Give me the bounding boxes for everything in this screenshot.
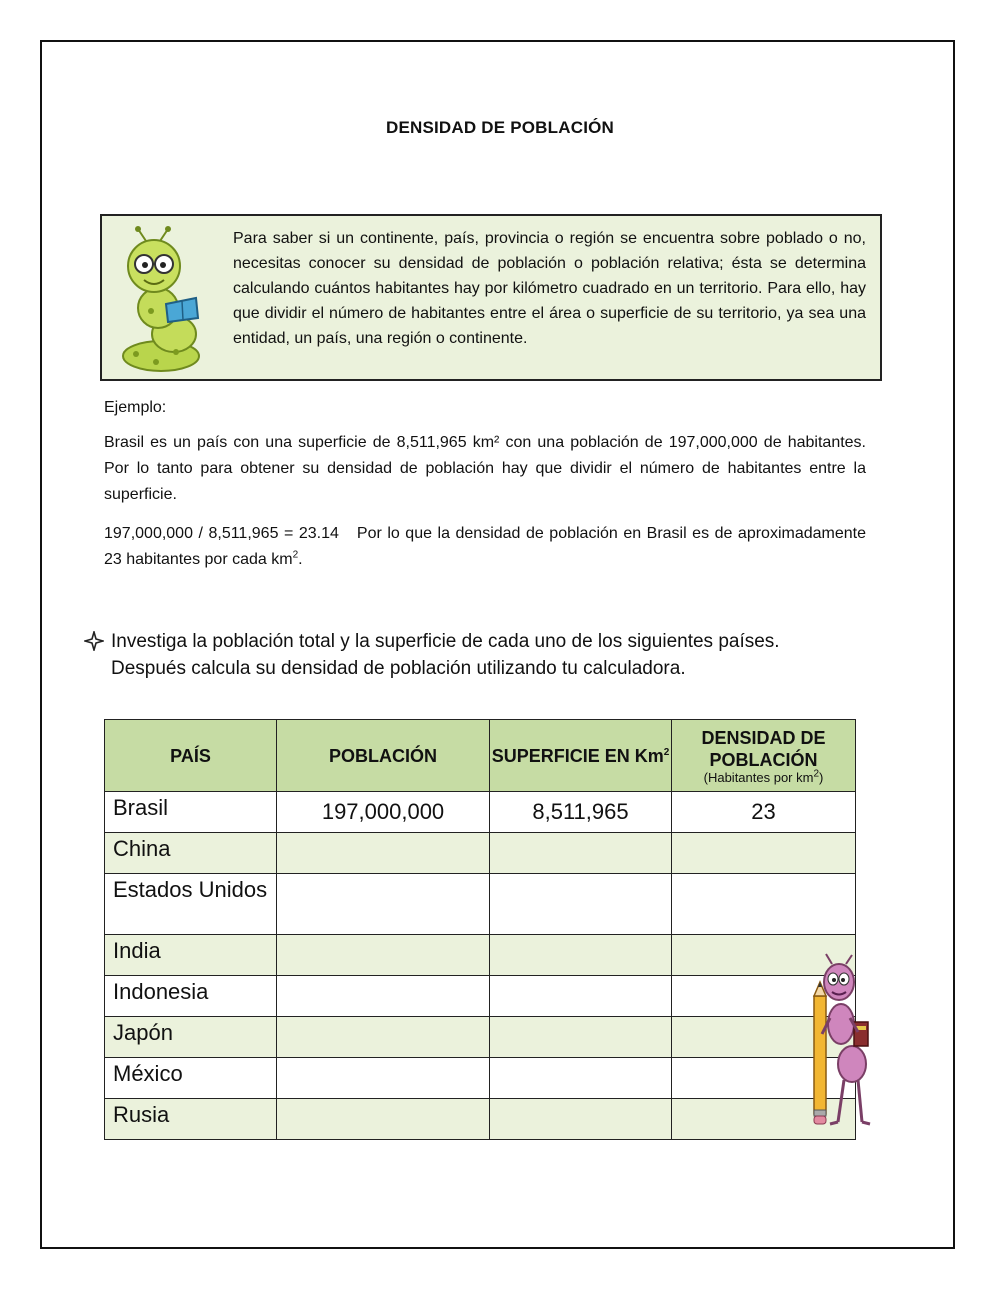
- cell-area[interactable]: [490, 833, 672, 874]
- table-row: [105, 976, 856, 1017]
- header-density: [672, 720, 856, 792]
- example-text: Brasil es un país con una superficie de 8,511,965 km² con una población de 197,000,000 de habitantes. Por lo tanto para obtener su densidad de población hay que dividir el número de habitantes entre la superficie.: [104, 434, 866, 503]
- bookworm-illustration: [116, 226, 216, 374]
- cell-area[interactable]: [490, 935, 672, 976]
- cell-population[interactable]: [277, 833, 490, 874]
- cell-population[interactable]: [277, 874, 490, 935]
- cell-population[interactable]: [277, 976, 490, 1017]
- table-row: [105, 833, 856, 874]
- cell-country: Indonesia: [105, 976, 277, 1017]
- table-row: [105, 1017, 856, 1058]
- cell-country: China: [105, 833, 277, 874]
- cell-density[interactable]: 23: [672, 792, 856, 833]
- calculation-equation: 197,000,000 / 8,511,965 = 23.14: [104, 525, 339, 542]
- diamond-bullet-icon: [84, 631, 104, 651]
- table-row: [105, 1099, 856, 1140]
- cell-area[interactable]: [490, 1058, 672, 1099]
- cell-area[interactable]: [490, 1099, 672, 1140]
- cell-country: Japón: [105, 1017, 277, 1058]
- header-country: PAÍS: [105, 720, 277, 792]
- density-note-text: (Habitantes por km: [703, 769, 814, 785]
- cell-density[interactable]: [672, 874, 856, 935]
- cell-population[interactable]: [277, 1058, 490, 1099]
- cell-country: Estados Unidos: [105, 874, 277, 935]
- cell-density[interactable]: [672, 833, 856, 874]
- density-note-sup: 2: [813, 768, 820, 780]
- calculation-end: .: [298, 551, 303, 568]
- table-row: [105, 1058, 856, 1099]
- header-area-label: SUPERFICIE EN Km: [491, 745, 664, 766]
- table-row: [105, 935, 856, 976]
- cell-country: Rusia: [105, 1099, 277, 1140]
- cell-country: Brasil: [105, 792, 277, 833]
- cell-population[interactable]: [277, 1099, 490, 1140]
- cell-country: México: [105, 1058, 277, 1099]
- header-density-note: [672, 768, 855, 785]
- population-table: [104, 719, 856, 1140]
- cell-area[interactable]: 8,511,965: [490, 792, 672, 833]
- example-label: Ejemplo:: [104, 399, 167, 416]
- info-text: Para saber si un continente, país, provincia o región se encuentra sobre poblado o no, necesitas conocer su densidad de población o población relativa; ésta se determina calculando cuántos habitantes hay por kilómetro cuadrado en un territorio. Para ello, hay que dividir el número de habitantes entre el área o superficie de su territorio, ya sea una entidad, un país, una región o continente.: [233, 230, 866, 347]
- superscript: 2: [292, 549, 299, 561]
- table-row: [105, 792, 856, 833]
- info-box: [100, 214, 882, 381]
- calculation-text: Por lo que la densidad de población en Brasil es de aproximadamente 23 habitantes por cada km: [104, 525, 866, 568]
- cell-population[interactable]: [277, 1017, 490, 1058]
- header-area-sup: 2: [663, 746, 670, 758]
- table-row: [105, 874, 856, 935]
- instruction-line-2: Después calcula su densidad de población utilizando tu calculadora.: [111, 658, 686, 679]
- cell-population[interactable]: [277, 935, 490, 976]
- cell-area[interactable]: [490, 1017, 672, 1058]
- cell-country: India: [105, 935, 277, 976]
- instruction-line-1: Investiga la población total y la superficie de cada uno de los siguientes países.: [111, 631, 780, 652]
- header-area: [490, 720, 672, 792]
- ant-with-pencil-illustration: [808, 952, 880, 1130]
- density-note-end: ): [819, 769, 824, 785]
- page-title: DENSIDAD DE POBLACIÓN: [385, 118, 615, 137]
- header-population: POBLACIÓN: [277, 720, 490, 792]
- cell-population[interactable]: 197,000,000: [277, 792, 490, 833]
- calculation-paragraph: [104, 521, 866, 573]
- table-header-row: [105, 720, 856, 792]
- header-density-label: DENSIDAD DE POBLACIÓN: [701, 727, 826, 770]
- cell-area[interactable]: [490, 874, 672, 935]
- cell-area[interactable]: [490, 976, 672, 1017]
